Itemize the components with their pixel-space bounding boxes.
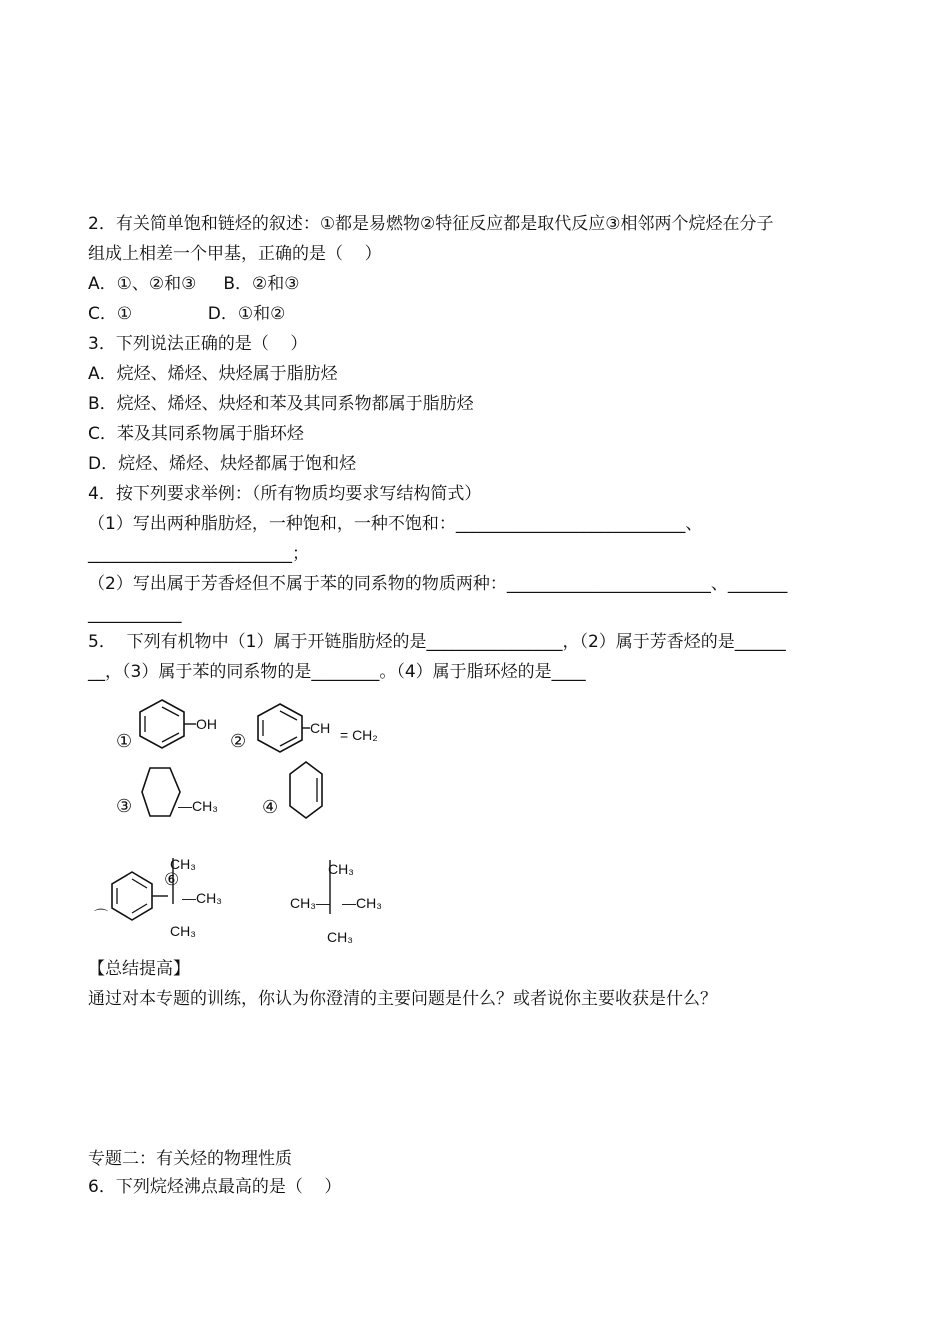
structure-5-diagram — [290, 856, 400, 948]
structure-6-number: ⑥ — [164, 870, 180, 889]
top-methyl: CH₃ — [328, 861, 354, 877]
summary-heading: 【总结提高】 — [88, 959, 190, 979]
structure-3-diagram — [142, 764, 242, 824]
right-methyl: —CH₃ — [342, 895, 382, 911]
cyclohexane-ring — [142, 768, 180, 816]
structure-2-styrene — [258, 702, 398, 758]
ch2-tail: = CH₂ — [340, 727, 378, 743]
structure-6-diagram — [94, 852, 244, 944]
q4-part1-line1: （1）写出两种脂肪烃，一种饱和，一种不饱和：___________________________、 — [88, 514, 703, 534]
q4-part1-line2: ________________________； — [88, 544, 309, 564]
right-methyl: —CH₃ — [182, 890, 222, 906]
bottom-methyl: CH₃ — [170, 923, 196, 939]
q2-options-cd: C．① D．①和② — [88, 304, 286, 324]
q6-stem: 6．下列烷烃沸点最高的是（ ） — [88, 1177, 342, 1197]
left-methyl: CH₃— — [290, 895, 330, 911]
q4-stem: 4．按下列要求举例：（所有物质均要求写结构简式） — [88, 484, 482, 504]
structure-6-mark: ⌒ — [94, 908, 108, 924]
q2-options-ab: A．①、②和③ B．②和③ — [88, 274, 300, 294]
q3-option-c: C．苯及其同系物属于脂环烃 — [88, 424, 304, 444]
structure-3-number: ③ — [116, 796, 133, 817]
structure-1-phenol — [140, 698, 240, 754]
q3-stem: 3．下列说法正确的是（ ） — [88, 334, 308, 354]
q2-stem-line1: 2．有关简单饱和链烃的叙述：①都是易燃物②特征反应都是取代反应③相邻两个烷烃在分子 — [88, 214, 774, 234]
structure-1-number: ① — [116, 731, 133, 752]
ch-group: CH — [310, 720, 331, 736]
structure-2-diagram — [258, 702, 398, 758]
summary-prompt: 通过对本专题的训练，你认为你澄清的主要问题是什么？或者说你主要收获是什么？ — [88, 989, 717, 1009]
q3-option-d: D．烷烃、烯烃、炔烃都属于饱和烃 — [88, 454, 357, 474]
top-methyl: CH₃ — [170, 856, 196, 872]
q3-option-a: A．烷烃、烯烃、炔烃属于脂肪烃 — [88, 364, 338, 384]
q3-option-b: B．烷烃、烯烃、炔烃和苯及其同系物都属于脂肪烃 — [88, 394, 474, 414]
structure-5-neopentane — [290, 856, 400, 948]
q2-stem-line2: 组成上相差一个甲基，正确的是（ ） — [88, 244, 382, 264]
q4-part2-line1: （2）写出属于芳香烃但不属于苯的同系物的物质两种：________________________、_______ — [88, 574, 788, 594]
structure-4-diagram — [288, 760, 328, 824]
structure-4-number: ④ — [262, 797, 279, 818]
topic2-title: 专题二：有关烃的物理性质 — [88, 1149, 292, 1169]
q5-line1: 5． 下列有机物中（1）属于开链脂肪烃的是________________，（2）属于芳香烃的是______ — [88, 632, 786, 652]
methyl-group: —CH₃ — [178, 798, 218, 814]
bottom-methyl: CH₃ — [327, 929, 353, 945]
structure-3-methylcyclohexane — [142, 764, 242, 824]
structure-4-cyclohexene — [288, 760, 328, 824]
q4-part2-line2: ___________ — [88, 604, 182, 624]
oh-group: OH — [196, 716, 217, 732]
structure-6-tert-butylbenzene — [94, 852, 244, 944]
structure-1-diagram — [140, 698, 240, 754]
structure-2-number: ② — [230, 731, 247, 752]
q5-line2: __，（3）属于苯的同系物的是________。（4）属于脂环烃的是____ — [88, 662, 586, 682]
